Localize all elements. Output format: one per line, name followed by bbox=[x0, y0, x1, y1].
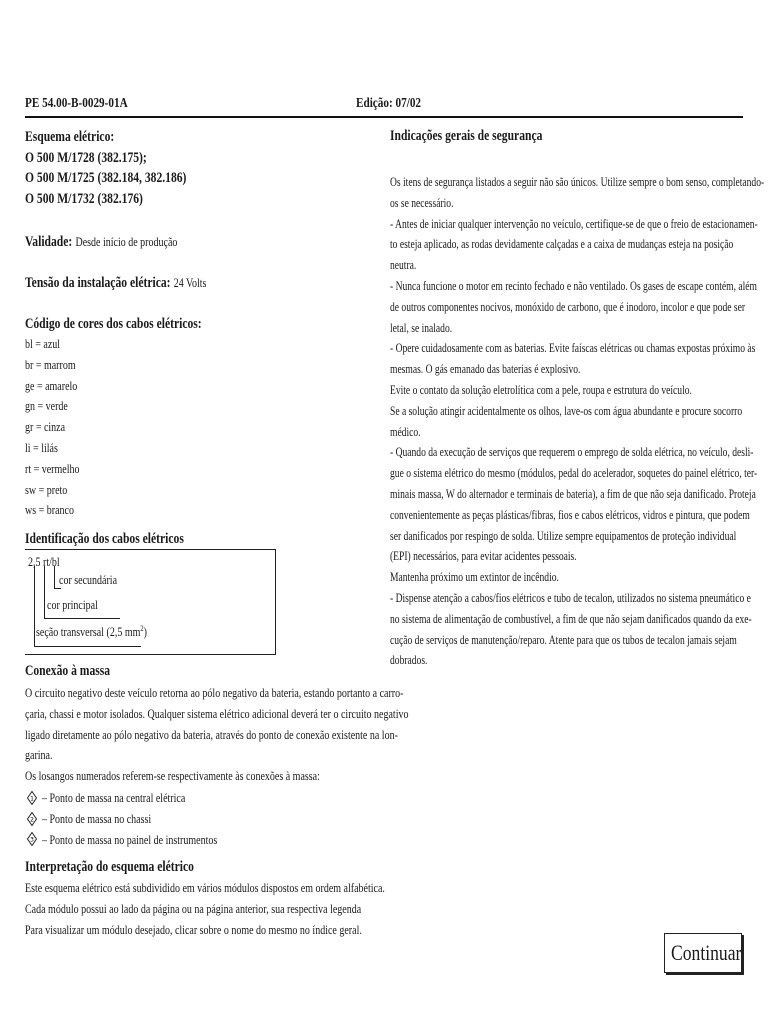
model-line-2: O 500 M/1725 (382.184, 382.186) bbox=[25, 170, 187, 186]
svg-text:1: 1 bbox=[30, 795, 34, 803]
color-item: gn = verde bbox=[25, 399, 68, 414]
label-secondary-color: cor secundária bbox=[59, 573, 118, 587]
text-line: minais massa, W do alternador e terminais de bateria), a fim de que não seja danificado. Proteja bbox=[390, 486, 756, 501]
text-line: Cada módulo possui ao lado da página ou na página anterior, sua respectiva legenda bbox=[25, 901, 362, 916]
ground-title: Conexão à massa bbox=[25, 663, 111, 679]
color-item: ws = branco bbox=[25, 503, 74, 518]
model-line-1: O 500 M/1728 (382.175); bbox=[25, 149, 147, 166]
validity-label: Validade: bbox=[25, 234, 73, 250]
text-line: ligado diretamente ao pólo negativo da bateria, através do ponto de conexão existente na lon- bbox=[25, 727, 398, 742]
text-line: - Nunca funcione o motor em recinto fechado e não ventilado. Os gases de escape contém, além bbox=[390, 278, 757, 293]
ground-point-1-icon bbox=[27, 791, 37, 805]
color-item: gr = cinza bbox=[25, 420, 66, 435]
color-item: sw = preto bbox=[25, 482, 68, 497]
text-line: Mantenha próximo um extintor de incêndio. bbox=[390, 570, 559, 585]
interpretation-paragraph bbox=[25, 878, 385, 940]
ground-paragraph bbox=[25, 683, 409, 787]
safety-title: Indicações gerais de segurança bbox=[390, 128, 543, 144]
ground-point-text: – Ponto de massa na central elétrica bbox=[42, 791, 186, 805]
text-line: mesmas. O gás emanado das baterias é explosivo. bbox=[390, 362, 581, 377]
text-line: Os itens de segurança listados a seguir não são únicos. Utilize sempre o bom senso, completando- bbox=[390, 175, 765, 189]
color-code-title: Código de cores dos cabos elétricos: bbox=[25, 316, 202, 332]
voltage-label: Tensão da instalação elétrica: bbox=[25, 275, 171, 291]
ground-points-list bbox=[42, 788, 402, 850]
interpretation-title: Interpretação do esquema elétrico bbox=[25, 859, 194, 875]
text-line: to esteja aplicado, as rodas devidamente calçadas e a caixa de mudanças esteja na posição bbox=[390, 237, 734, 252]
svg-text:2: 2 bbox=[30, 816, 34, 824]
ground-point-3-icon bbox=[27, 832, 37, 846]
model-line-3: O 500 M/1732 (382.176) bbox=[25, 190, 143, 207]
color-item: rt = vermelho bbox=[25, 461, 80, 476]
voltage-row bbox=[25, 274, 385, 292]
text-line: - Dispense atenção a cabos/fios elétricos e tubo de tecalon, utilizados no sistema pneumático e bbox=[390, 590, 751, 605]
text-line: gue o sistema elétrico do mesmo (módulos, pedal do acelerador, soquetes do painel elétrico, ter- bbox=[390, 466, 758, 481]
text-line: - Opere cuidadosamente com as baterias. Evite faíscas elétricas ou chamas expostas próximo às bbox=[390, 341, 756, 356]
text-line: Para visualizar um módulo desejado, clicar sobre o nome do mesmo no índice geral. bbox=[25, 922, 362, 937]
text-line: dobrados. bbox=[390, 653, 428, 668]
page-header bbox=[25, 96, 743, 118]
ground-point-2-icon bbox=[27, 812, 37, 826]
text-line: médico. bbox=[390, 424, 421, 439]
ground-point-text: – Ponto de massa no painel de instrumentos bbox=[42, 832, 218, 847]
text-line: çaria, chassi e motor isolados. Qualquer sistema elétrico adicional deverá ter o circuito negativo bbox=[25, 706, 409, 721]
cable-example: 2,5 rt/bl bbox=[28, 555, 60, 569]
color-item: bl = azul bbox=[25, 337, 61, 351]
color-code-list bbox=[25, 334, 385, 521]
schematic-title-line: Esquema elétrico: bbox=[25, 129, 115, 145]
text-line: Os losangos numerados referem-se respectivamente às conexões à massa: bbox=[25, 769, 320, 784]
text-line: - Quando da execução de serviços que requerem o emprego de solda elétrica, no veículo, desli- bbox=[390, 445, 754, 460]
document-number: PE 54.00-B-0029-01A bbox=[25, 96, 128, 111]
text-line: - Antes de iniciar qualquer intervenção no veículo, certifique-se de que o freio de estacionamen- bbox=[390, 216, 758, 231]
color-item: br = marrom bbox=[25, 357, 76, 372]
schematic-title-block bbox=[25, 127, 385, 209]
ground-point-text: – Ponto de massa no chassi bbox=[42, 811, 152, 826]
text-line: O circuito negativo deste veículo retorna ao pólo negativo da bateria, estando portanto a carro- bbox=[25, 686, 404, 700]
text-line: Se a solução atingir acidentalmente os olhos, lave-os com água abundante e procure socorro bbox=[390, 403, 743, 418]
label-cross-section: seção transversal (2,5 $mm^2$) bbox=[36, 624, 147, 640]
color-item: ge = amarelo bbox=[25, 378, 78, 393]
text-line: no sistema de alimentação de combustível, a fim de que não sejam danificados quando da exe- bbox=[390, 611, 752, 626]
text-line: convenientemente as peças plásticas/fibras, fios e cabos elétricos, vidros e pintura, que podem bbox=[390, 507, 750, 522]
edition-date: Edição: 07/02 bbox=[356, 96, 422, 111]
voltage-value: 24 Volts bbox=[173, 276, 207, 290]
text-line: letal, se inalado. bbox=[390, 320, 453, 335]
continue-button[interactable] bbox=[664, 933, 742, 973]
validity-value: Desde início de produção bbox=[75, 235, 178, 249]
text-line: (EPI) necessários, para evitar acidentes pessoais. bbox=[390, 549, 577, 564]
text-line: Evite o contato da solução eletrolítica com a pele, roupa e estrutura do veículo. bbox=[390, 382, 692, 397]
cable-id-title: Identificação dos cabos elétricos bbox=[25, 531, 184, 547]
text-line: ser danificados por respingo de solda. Utilize sempre equipamentos de proteção individual bbox=[390, 528, 737, 543]
label-primary-color: cor principal bbox=[47, 598, 98, 612]
text-line: os se necessário. bbox=[390, 195, 454, 210]
text-line: neutra. bbox=[390, 258, 417, 273]
color-item: li = lilás bbox=[25, 440, 58, 455]
cable-id-diagram bbox=[25, 549, 276, 655]
text-line: cução de serviços de manutenção/reparo. Atente para que os tubos de tecalon jamais sejam bbox=[390, 632, 737, 647]
validity-row bbox=[25, 233, 385, 251]
text-line: Este esquema elétrico está subdividido em vários módulos dispostos em ordem alfabética. bbox=[25, 881, 385, 895]
continue-button-label: Continuar bbox=[671, 940, 742, 965]
safety-paragraph bbox=[390, 172, 768, 671]
svg-text:3: 3 bbox=[30, 836, 34, 844]
text-line: garina. bbox=[25, 748, 53, 763]
text-line: de outros componentes nocivos, monóxido de carbono, que é inodoro, incolor e que pode ser bbox=[390, 299, 746, 314]
